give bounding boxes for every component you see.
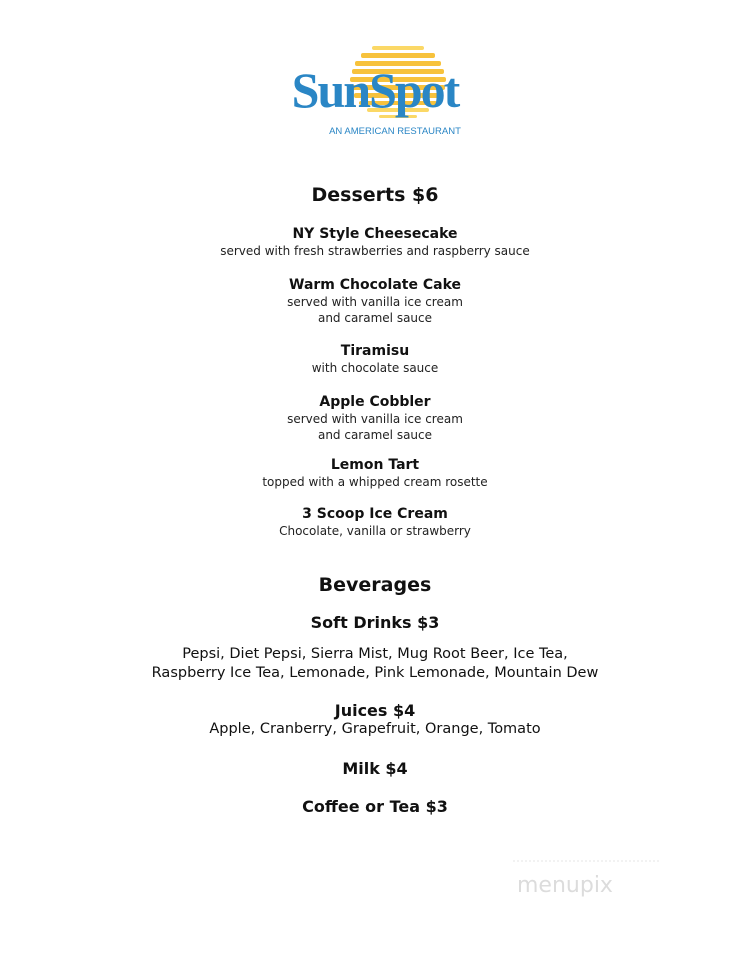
dessert-name: Lemon Tart bbox=[330, 457, 420, 473]
dessert-item bbox=[0, 277, 750, 326]
dessert-name: Apple Cobbler bbox=[319, 394, 431, 410]
dessert-description: and caramel sauce bbox=[317, 428, 433, 442]
dessert-description: topped with a whipped cream rosette bbox=[262, 475, 488, 489]
logo-tagline: AN AMERICAN RESTAURANT bbox=[329, 126, 461, 137]
dessert-name: 3 Scoop Ice Cream bbox=[302, 506, 448, 522]
desserts-heading: Desserts $6 bbox=[311, 184, 439, 206]
milk-heading: Milk $4 bbox=[342, 759, 408, 778]
logo-wordmark: SunSpot bbox=[291, 62, 459, 118]
sunspot-logo-graphic bbox=[275, 40, 475, 142]
juices-list bbox=[0, 720, 750, 739]
restaurant-logo bbox=[0, 40, 750, 142]
dessert-description: served with vanilla ice cream bbox=[287, 412, 463, 426]
menupix-watermark bbox=[505, 856, 665, 906]
dessert-item bbox=[0, 343, 750, 376]
dessert-item bbox=[0, 394, 750, 443]
soft-drinks-line: Raspberry Ice Tea, Lemonade, Pink Lemonade, Mountain Dew bbox=[151, 665, 599, 681]
dessert-description: Chocolate, vanilla or strawberry bbox=[279, 524, 471, 538]
juices-heading: Juices $4 bbox=[334, 701, 416, 720]
dessert-description: and caramel sauce bbox=[317, 311, 433, 325]
watermark-text: menupix bbox=[517, 873, 613, 898]
soft-drinks-list bbox=[0, 645, 750, 683]
beverages-heading: Beverages bbox=[318, 574, 432, 596]
soft-drinks-heading: Soft Drinks $3 bbox=[310, 613, 440, 632]
dessert-name: NY Style Cheesecake bbox=[292, 226, 458, 242]
dessert-description: served with vanilla ice cream bbox=[287, 295, 463, 309]
dessert-item bbox=[0, 506, 750, 539]
dessert-item bbox=[0, 226, 750, 259]
dessert-description: served with fresh strawberries and raspberry sauce bbox=[220, 244, 530, 258]
dessert-name: Tiramisu bbox=[340, 343, 410, 359]
dessert-name: Warm Chocolate Cake bbox=[289, 277, 461, 293]
dessert-item bbox=[0, 457, 750, 490]
juices-line: Apple, Cranberry, Grapefruit, Orange, Tomato bbox=[209, 721, 541, 737]
soft-drinks-line: Pepsi, Diet Pepsi, Sierra Mist, Mug Root Beer, Ice Tea, bbox=[182, 646, 568, 662]
coffee-tea-heading: Coffee or Tea $3 bbox=[302, 797, 448, 816]
dessert-description: with chocolate sauce bbox=[311, 361, 439, 375]
